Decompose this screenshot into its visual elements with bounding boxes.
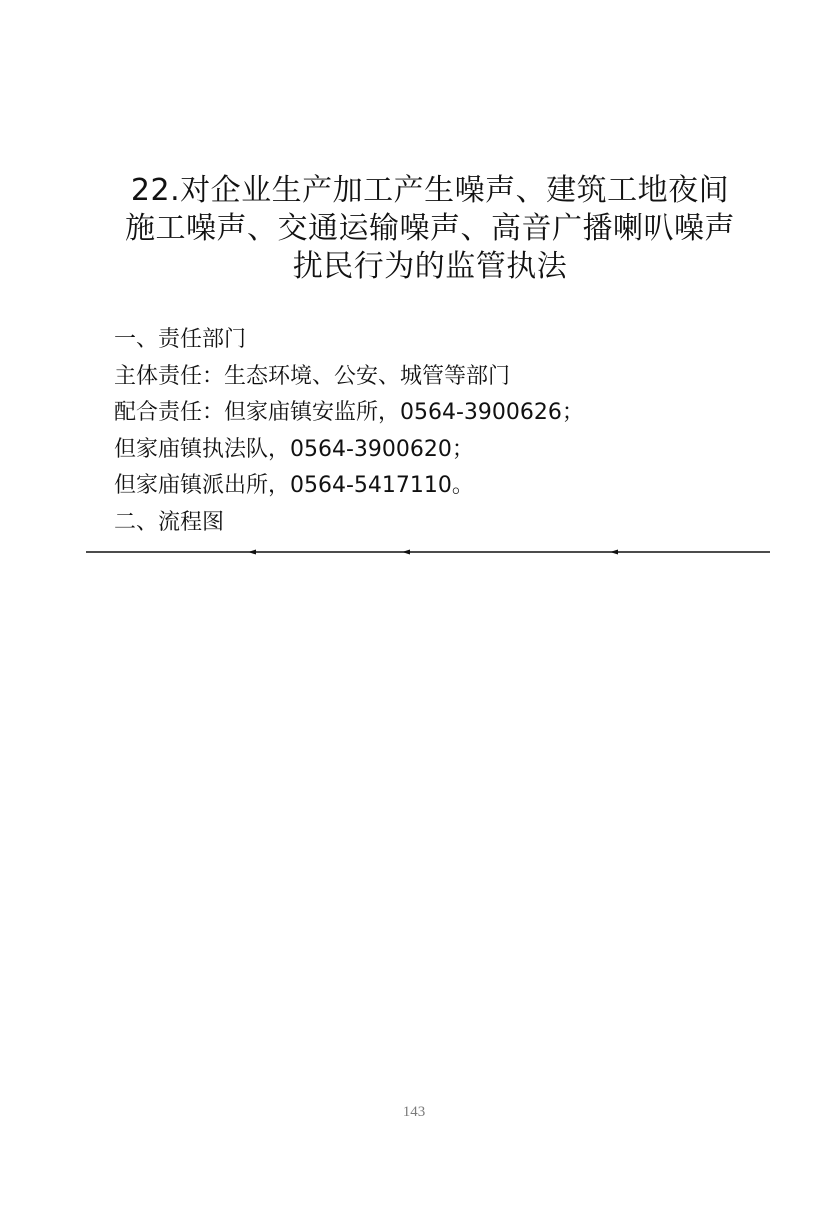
connector-arrowhead-1	[248, 550, 256, 555]
connector-arrowhead-2	[402, 550, 410, 555]
title-line-1: 22.对企业生产加工产生噪声、建筑工地夜间	[130, 173, 730, 208]
section-heading-flowchart: 二、流程图	[114, 509, 225, 535]
law-enforcement-team-contact: 但家庙镇执法队，0564-3900620；	[114, 436, 474, 462]
primary-responsibility-text: 主体责任：生态环境、公安、城管等部门	[114, 363, 511, 389]
cooperating-responsibility-text: 配合责任：但家庙镇安监所，0564-3900626；	[114, 400, 584, 425]
flowchart-connector-line	[86, 545, 770, 559]
title-line-3: 扰民行为的监管执法	[292, 249, 568, 284]
document-body	[114, 322, 774, 541]
title-line-2: 施工噪声、交通运输噪声、高音广播喇叭噪声	[125, 211, 735, 246]
document-title	[90, 172, 770, 286]
page-number: 143	[402, 1104, 426, 1120]
connector-arrowhead-3	[610, 550, 618, 555]
police-station-contact: 但家庙镇派出所，0564-5417110。	[114, 473, 474, 498]
section-heading-responsible-departments: 一、责任部门	[114, 327, 247, 352]
